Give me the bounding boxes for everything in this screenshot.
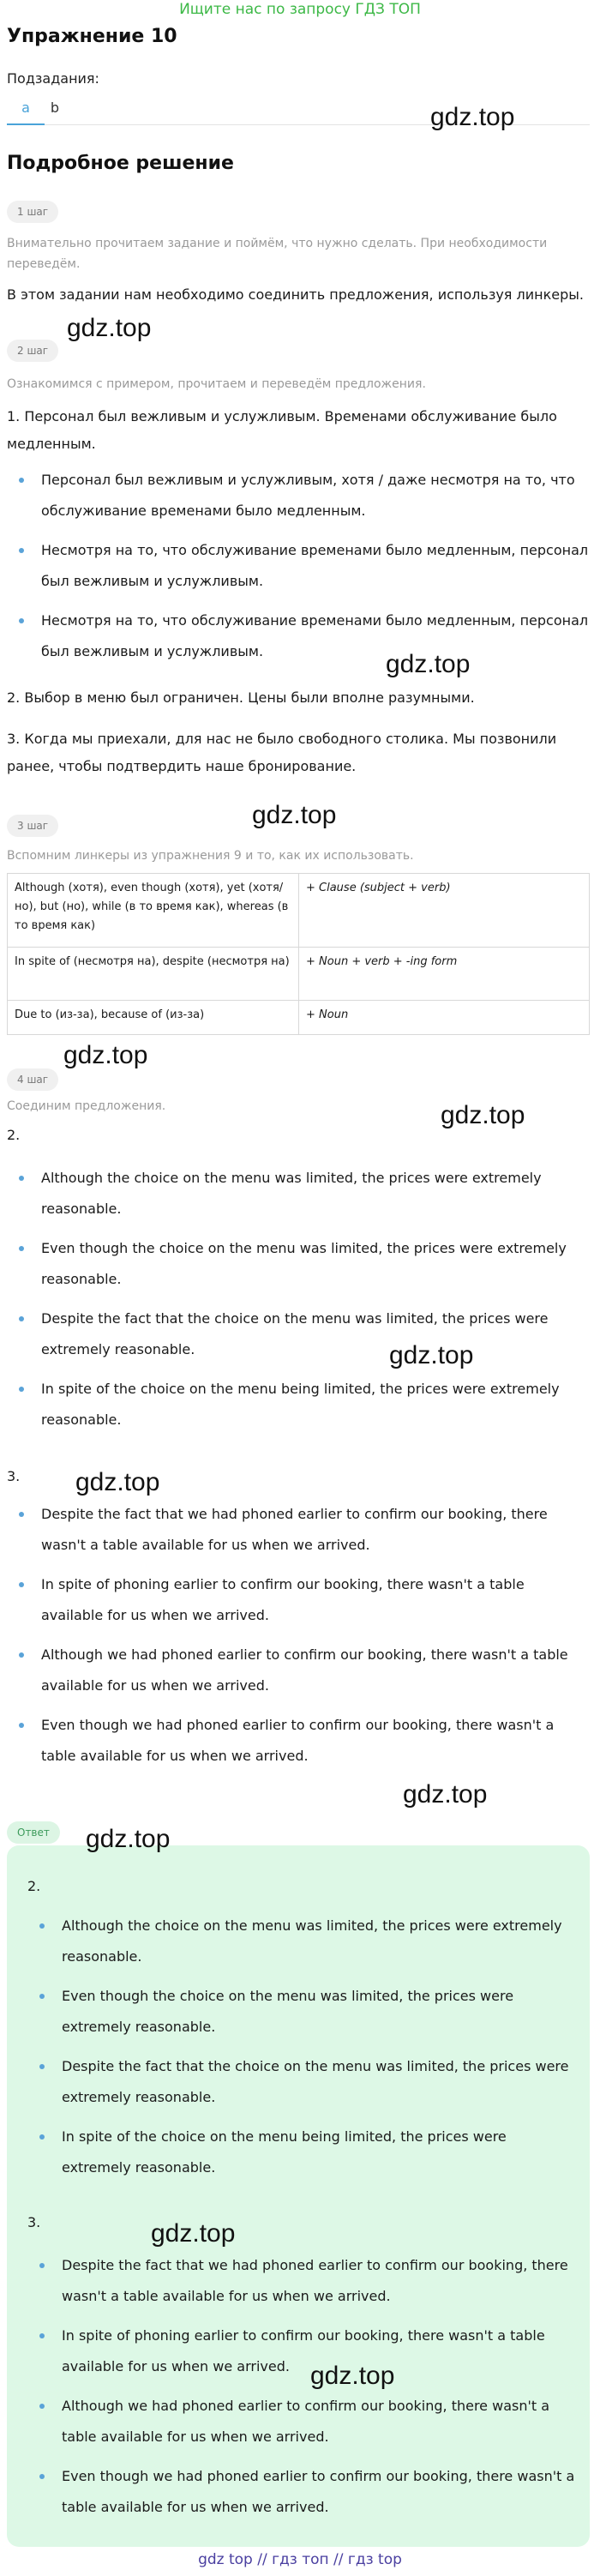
table-cell: + Clause (subject + verb) xyxy=(299,874,590,948)
step-note: Ознакомимся с примером, прочитаем и переведём предложения. xyxy=(7,377,426,391)
list-item: In spite of phoning earlier to confirm our booking, there wasn't a table available for us when we arrived. xyxy=(27,2320,576,2382)
list-item: Although the choice on the menu was limited, the prices were extremely reasonable. xyxy=(7,1163,590,1225)
list-item: In spite of the choice on the menu being limited, the prices were extremely reasonable. xyxy=(27,2122,576,2183)
watermark: gdz.top xyxy=(75,1468,160,1496)
list-item: In spite of phoning earlier to confirm our booking, there wasn't a table available for us when we arrived. xyxy=(7,1569,590,1631)
watermark: gdz.top xyxy=(310,2362,395,2390)
sentence-pair: 2. Выбор в меню был ограничен. Цены были вполне разумными. xyxy=(7,689,475,706)
table-cell: In spite of (несмотря на), despite (несмотря на) xyxy=(8,948,299,1001)
part-number: 3. xyxy=(7,1468,21,1484)
answer-list xyxy=(27,1911,576,2192)
table-cell: Although (хотя), even though (хотя), yet (хотя/но), but (но), while (в то время как), whereas (в то время как) xyxy=(8,874,299,948)
tab-a[interactable]: a xyxy=(7,96,45,125)
translation-list xyxy=(7,465,590,676)
list-item: Although the choice on the menu was limited, the prices were extremely reasonable. xyxy=(27,1911,576,1972)
watermark: gdz.top xyxy=(63,1041,148,1069)
part-number: 3. xyxy=(27,2214,41,2230)
list-item: Despite the fact that the choice on the menu was limited, the prices were extremely reasonable. xyxy=(7,1303,590,1365)
table-cell: + Noun + verb + -ing form xyxy=(299,948,590,1001)
answer-list xyxy=(7,1499,590,1780)
linker-table xyxy=(7,873,590,1035)
watermark: gdz.top xyxy=(389,1341,474,1369)
list-item: In spite of the choice on the menu being limited, the prices were extremely reasonable. xyxy=(7,1374,590,1435)
part-number: 2. xyxy=(27,1878,41,1894)
step-text: В этом задании нам необходимо соединить предложения, используя линкеры. xyxy=(7,286,584,303)
step-badge: 1 шаг xyxy=(7,201,58,223)
list-item: Персонал был вежливым и услужливым, хотя / даже несмотря на то, что обслуживание временами было медленным. xyxy=(7,465,590,527)
sentence-pair: 3. Когда мы приехали, для нас не было свободного столика. Мы позвонили ранее, чтобы подтвердить наше бронирование. xyxy=(7,731,557,774)
watermark: gdz.top xyxy=(86,1825,171,1853)
step-note: Соединим предложения. xyxy=(7,1099,166,1113)
watermark: gdz.top xyxy=(403,1780,488,1809)
list-item: Even though we had phoned earlier to confirm our booking, there wasn't a table available for us when we arrived. xyxy=(7,1710,590,1772)
list-item: Even though the choice on the menu was limited, the prices were extremely reasonable. xyxy=(7,1233,590,1295)
answer-list xyxy=(27,2250,576,2531)
answer-badge: Ответ xyxy=(7,1821,60,1844)
table-cell: + Noun xyxy=(299,1001,590,1035)
list-item: Even though the choice on the menu was limited, the prices were extremely reasonable. xyxy=(27,1981,576,2043)
sentence-pair: 1. Персонал был вежливым и услужливым. Временами обслуживание было медленным. xyxy=(7,408,557,452)
footer-links[interactable]: gdz top // гдз топ // гдз top xyxy=(198,2551,402,2568)
answer-box xyxy=(7,1845,590,2547)
list-item: Although we had phoned earlier to confirm our booking, there wasn't a table available for us when we arrived. xyxy=(27,2391,576,2453)
step-badge: 2 шаг xyxy=(7,340,58,362)
step-note: Вспомним линкеры из упражнения 9 и то, как их использовать. xyxy=(7,849,414,863)
table-row xyxy=(8,948,590,1001)
top-banner[interactable]: Ищите нас по запросу ГДЗ ТОП xyxy=(179,1,421,18)
watermark: gdz.top xyxy=(441,1101,525,1129)
solution-heading: Подробное решение xyxy=(7,153,234,174)
step-badge: 3 шаг xyxy=(7,815,58,837)
list-item: Even though we had phoned earlier to confirm our booking, there wasn't a table available for us when we arrived. xyxy=(27,2461,576,2523)
subtasks-label: Подзадания: xyxy=(7,70,99,87)
watermark: gdz.top xyxy=(151,2219,236,2248)
list-item: Despite the fact that we had phoned earlier to confirm our booking, there wasn't a table available for us when we arrived. xyxy=(27,2250,576,2312)
answer-list xyxy=(7,1163,590,1444)
watermark: gdz.top xyxy=(67,314,152,342)
table-row xyxy=(8,1001,590,1035)
list-item: Although we had phoned earlier to confirm our booking, there wasn't a table available for us when we arrived. xyxy=(7,1640,590,1701)
list-item: Несмотря на то, что обслуживание временами было медленным, персонал был вежливым и услужливым. xyxy=(7,535,590,597)
list-item: Despite the fact that the choice on the menu was limited, the prices were extremely reasonable. xyxy=(27,2051,576,2113)
part-number: 2. xyxy=(7,1127,21,1143)
tab-b[interactable]: b xyxy=(50,99,60,116)
list-item: Despite the fact that we had phoned earlier to confirm our booking, there wasn't a table available for us when we arrived. xyxy=(7,1499,590,1561)
step-badge: 4 шаг xyxy=(7,1068,58,1091)
table-cell: Due to (из-за), because of (из-за) xyxy=(8,1001,299,1035)
watermark: gdz.top xyxy=(386,650,471,678)
step-note: Внимательно прочитаем задание и поймём, что нужно сделать. При необходимости переведём. xyxy=(7,237,548,271)
page-title: Упражнение 10 xyxy=(7,26,177,47)
list-item: Несмотря на то, что обслуживание временами было медленным, персонал был вежливым и услужливым. xyxy=(7,605,590,667)
watermark: gdz.top xyxy=(252,801,337,829)
watermark: gdz.top xyxy=(430,103,515,131)
table-row xyxy=(8,874,590,948)
